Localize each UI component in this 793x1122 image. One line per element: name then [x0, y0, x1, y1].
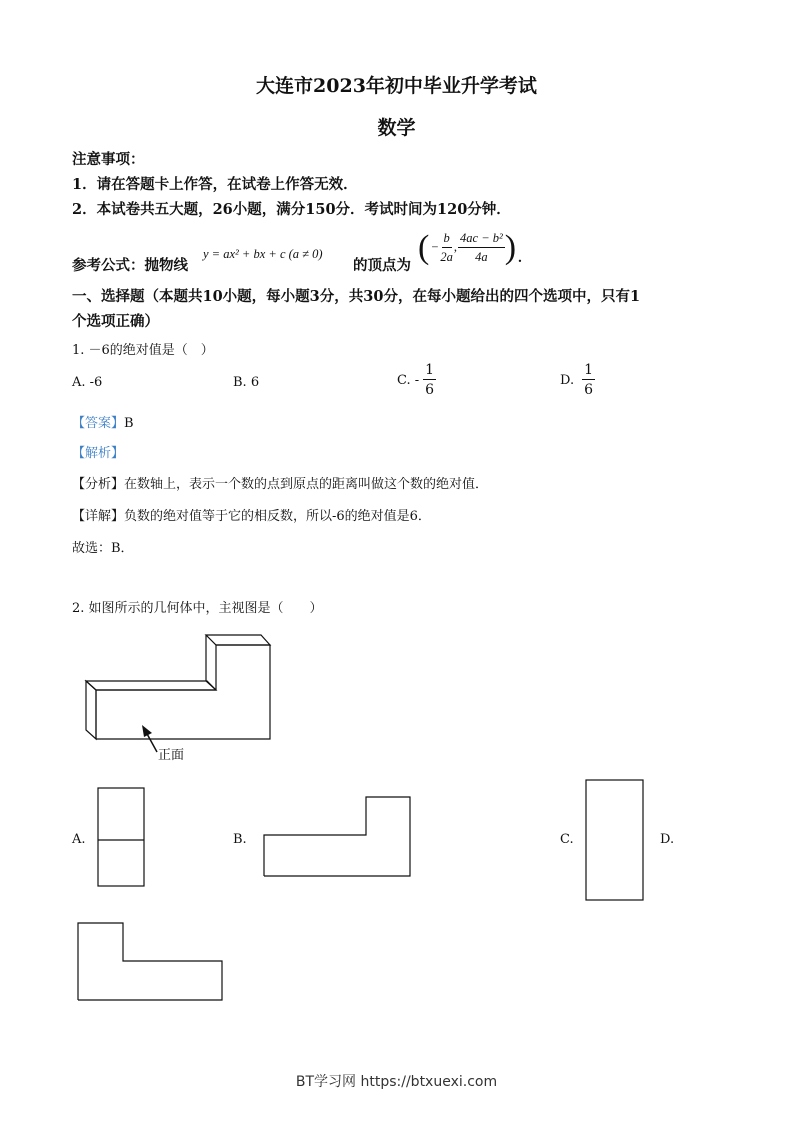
q1-stem: 1. －6的绝对值是（ ） — [72, 343, 214, 358]
q1-option-d-numerator: 1 — [582, 362, 595, 380]
option-b-figure — [264, 797, 410, 876]
comma: , — [453, 240, 458, 254]
open-paren: ( — [418, 228, 430, 266]
q2-option-b-label: B. — [233, 832, 247, 847]
notice-item-2: 2．本试卷共五大题，26小题，满分150分．考试时间为120分钟． — [72, 201, 511, 218]
q1-option-b: B. 6 — [233, 375, 260, 390]
q1-fenxi: 【分析】在数轴上，表示一个数的点到原点的距离叫做这个数的绝对值． — [72, 477, 489, 492]
minus-sign: − — [431, 240, 439, 254]
exam-title: 大连市2023年初中毕业升学考试 — [256, 75, 537, 97]
formula-end: . — [518, 250, 522, 266]
vertex-y-numerator: 4ac − b² — [458, 231, 505, 247]
vertex-y-denominator: 4a — [475, 249, 488, 264]
footer-watermark: BT学习网 https://btxuexi.com — [295, 1074, 498, 1090]
notice-heading: 注意事项： — [72, 151, 145, 168]
option-a-figure — [98, 788, 144, 886]
q1-xiangjie: 【详解】负数的绝对值等于它的相反数，所以-6的绝对值是6． — [72, 509, 431, 524]
vertex-x-denominator: 2a — [440, 249, 453, 264]
q2-option-c-label: C. — [560, 832, 574, 847]
q1-option-d-prefix: D. — [560, 372, 575, 388]
formula-label: 参考公式：抛物线 — [72, 257, 188, 274]
section1-line2: 个选项正确） — [72, 313, 159, 330]
exam-subject: 数学 — [377, 117, 416, 139]
section1-line1: 一、选择题（本题共10小题，每小题3分，共30分，在每小题给出的四个选项中，只有1 — [72, 288, 641, 305]
option-c-figure — [586, 780, 643, 900]
formula-vertex-label: 的顶点为 — [353, 257, 411, 274]
notice-item-1: 1．请在答题卡上作答，在试卷上作答无效． — [72, 176, 358, 193]
option-d-figure — [78, 923, 222, 1000]
q2-option-a-label: A. — [72, 832, 86, 847]
q1-option-a: A. -6 — [72, 375, 103, 390]
q1-choose: 故选：B． — [72, 541, 134, 556]
q2-option-d-label: D. — [660, 832, 675, 847]
q1-option-c-denominator: 6 — [425, 382, 435, 399]
vertex-x-numerator: b — [442, 231, 452, 247]
q2-stem: 2. 如图所示的几何体中，主视图是（ ） — [72, 601, 323, 616]
answer-value: B — [124, 416, 134, 431]
close-paren: ) — [504, 228, 517, 266]
front-label: 正面 — [158, 748, 185, 763]
answer-tag: 【答案】 — [72, 416, 125, 431]
q1-option-d-denominator: 6 — [584, 382, 594, 399]
formula-equation: y = ax² + bx + c (a ≠ 0) — [203, 247, 323, 261]
q1-option-c-prefix: C. - — [397, 372, 420, 388]
analysis-tag: 【解析】 — [72, 446, 125, 461]
q1-option-c-numerator: 1 — [423, 362, 436, 380]
